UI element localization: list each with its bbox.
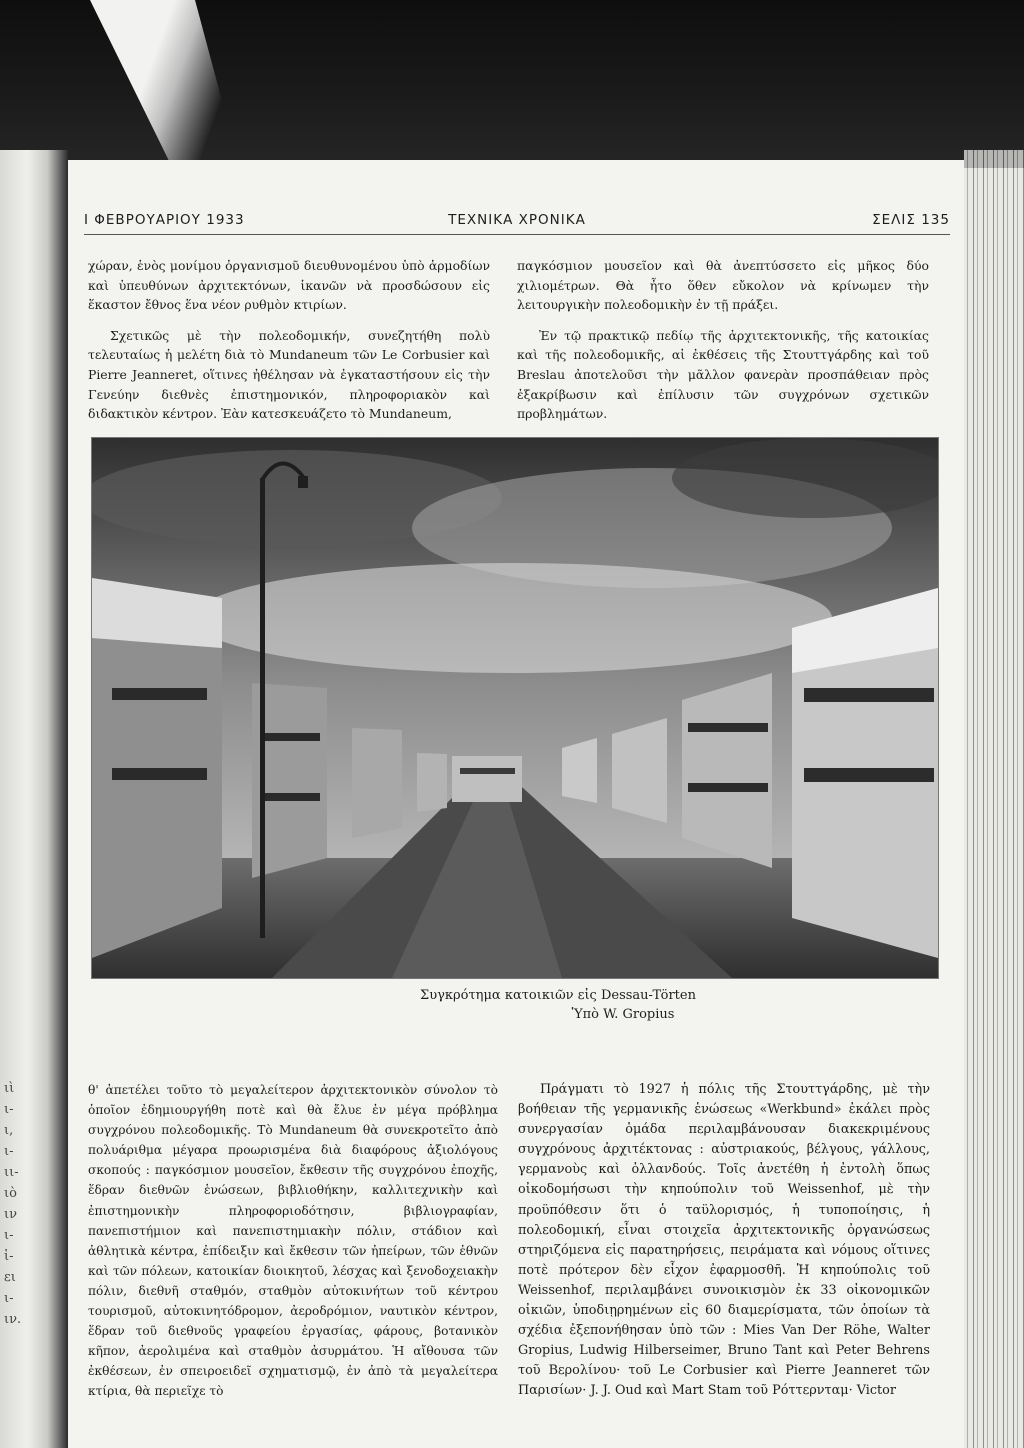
previous-page-margin — [4, 1078, 28, 1330]
scanner-shadow-top — [0, 0, 1024, 168]
bottom-right-column — [518, 1080, 930, 1402]
paragraph: Ἐν τῷ πρακτικῷ πεδίῳ τῆς ἀρχιτεκτονικῆς, τῆς κατοικίας καὶ τῆς πολεοδομικῆς, αἱ ἐκθέσεις τῆς Στουττγάρδης καὶ τοῦ Breslau ἀποτελοῦσι τὴν μᾶλλον φανερὰν προσπάθειαν πρὸς ἐξακρίβωσιν καὶ ἐπίλυσιν τῶν συγχρόνων σχετικῶν προβλημάτων. — [517, 327, 929, 422]
page-number: ΣΕΛΙΣ 135 — [872, 212, 950, 228]
margin-fragment: ι- — [4, 1144, 14, 1159]
margin-fragment: ι- — [4, 1291, 14, 1306]
top-right-column — [517, 256, 929, 424]
margin-fragment: ι- — [4, 1228, 14, 1243]
journal-page — [68, 160, 964, 1448]
margin-fragment: ει — [4, 1270, 16, 1285]
margin-fragment: ι- — [4, 1102, 14, 1117]
dessau-torten-photograph — [92, 438, 938, 978]
caption-title: Συγκρότημα κατοικιῶν εἰς Dessau-Törten — [420, 988, 696, 1003]
issue-date: Ι ΦΕΒΡΟΥΑΡΙΟΥ 1933 — [84, 212, 245, 228]
photo-caption — [248, 986, 868, 1024]
margin-fragment: ιν — [4, 1207, 17, 1222]
margin-fragment: ιν. — [4, 1312, 22, 1327]
top-left-column — [88, 256, 490, 424]
margin-fragment: ι, — [4, 1123, 14, 1138]
running-header — [84, 212, 950, 235]
caption-credit: Ὑπὸ W. Gropius — [571, 1007, 675, 1022]
paragraph: Σχετικῶς μὲ τὴν πολεοδομικήν, συνεζητήθη πολὺ τελευταίως ἡ μελέτη διὰ τὸ Mundaneum τῶν Le Corbusier καὶ Pierre Jeanneret, οἵτινες ἠθέλησαν νὰ ἐγκαταστήσουν εἰς τὴν Γενεύην διεθνὲς ἐπιστημονικόν, πληροφοριακὸν καὶ διδακτικὸν κέντρον. Ἐὰν κατεσκευάζετο τὸ Mundaneum, — [88, 327, 490, 422]
paragraph: χώραν, ἑνὸς μονίμου ὀργανισμοῦ διευθυνομένου ὑπὸ ἁρμοδίων καὶ ὑπευθύνων ἀρχιτεκτόνων, ἱκανῶν νὰ προσδώσουν εἰς ἕκαστον ἔθνος ἕνα νέον ρυθμὸν κτιρίων. — [88, 258, 490, 313]
bottom-left-column — [88, 1080, 498, 1402]
margin-fragment: ἱ- — [4, 1249, 14, 1264]
paragraph: παγκόσμιον μουσεῖον καὶ θὰ ἀνεπτύσσετο εἰς μῆκος δύο χιλιομέτρων. Θὰ ἦτο ὅθεν εὔκολον νὰ κρίνωμεν τὴν λειτουργικὴν πολεοδομικὴν ἐν τῇ πράξει. — [517, 258, 929, 313]
scanner-shadow-right — [964, 150, 1024, 1448]
journal-title: ΤΕΧΝΙΚΑ ΧΡΟΝΙΚΑ — [448, 212, 586, 228]
margin-fragment: ιι- — [4, 1165, 19, 1180]
paragraph: Πράγματι τὸ 1927 ἡ πόλις τῆς Στουττγάρδης, μὲ τὴν βοήθειαν τῆς γερμανικῆς ἑνώσεως «Werkbund» ἐκάλει πρὸς συνεργασίαν ὁμάδα περιλαμβάνουσαν διακεκριμένους συγχρόνους ἀρχιτέκτονας : αὐστριακούς, βέλγους, γάλλους, γερμανοὺς καὶ ὀλλανδούς. Τοῖς ἀνετέθη ἡ ἐντολὴ ὅπως οἰκοδομήσωσι τὴν κηπούπολιν τοῦ Weissenhof, μὲ τὴν προϋπόθεσιν ὅτι ὁ ταϋλορισμός, ἡ τυποποίησις, ἡ πολεοδομική, εἶναι στοιχεῖα ἀρχιτεκτονικῆς ὀργανώσεως στηριζόμενα εἰς παρατηρήσεις, πειράματα καὶ νόμους οἵτινες ποτὲ πρότερον δὲν εἶχον ἐφαρμοσθῆ. Ἡ κηπούπολις τοῦ Weissenhof, περιλαμβάνει συνοικισμὸν ἐκ 33 οἰκονομικῶν οἰκιῶν, ὑποδιῃρημένων εἰς 60 διαμερίσματα, τῶν ὁποίων τὰ σχέδια ἐξεπονήθησαν ὑπὸ τῶν : Mies Van Der Röhe, Walter Gropius, Ludwig Hilberseimer, Bruno Tant καὶ Peter Behrens τοῦ Βερολίνου· τοῦ Le Corbusier καὶ Pierre Jeanneret τῶν Παρισίων· J. J. Oud καὶ Mart Stam τοῦ Ρόττερνταμ· Victor — [518, 1082, 930, 1399]
photo-illustration — [92, 438, 938, 978]
margin-fragment: ιὶ — [4, 1081, 15, 1096]
margin-fragment: ιὸ — [4, 1186, 17, 1201]
paragraph: θ' ἀπετέλει τοῦτο τὸ μεγαλείτερον ἀρχιτεκτονικὸν σύνολον τὸ ὁποῖον ἐδημιουργήθη ποτὲ καὶ θὰ ἔλυε ἐν μέγα πρόβλημα συγχρόνου πολεοδομικῆς. Τὸ Mundaneum θὰ συνεκροτεῖτο ἀπὸ πολυάριθμα μέγαρα προωρισμένα διὰ διαφόρους ἀξιολόγους σκοπούς : παγκόσμιον μουσεῖον, ἔκθεσιν τῆς συγχρόνου ἐποχῆς, ἕδραν διεθνῶν ἑνώσεων, βιβλιοθήκην, καλλιτεχνικὴν καὶ ἐπιστημονικὴν πληροφοριοδότησιν, βιβλιογραφίαν, πανεπιστήμιον καὶ πανεπιστημιακὴν πόλιν, στάδιον καὶ ἀθλητικὰ κέντρα, ἐπίδειξιν καὶ ἔκθεσιν τῶν ἠπείρων, τῶν ἐθνῶν καὶ τῶν πόλεων, κατοικίαν διοικητοῦ, λέσχας καὶ ξενοδοχειακὴν πόλιν, διεθνῆ σταθμόν, σταθμὸν αὐτοκινήτων τοῦ κέντρου τουρισμοῦ, αὐτοκινητόδρομον, ἀεροδρόμιον, ναυτικὸν κέντρον, ἕδραν τοῦ διεθνοῦς γραφείου ἐργασίας, φάρους, βοτανικὸν κῆπον, ἀερολιμένα καὶ σταθμὸν ἀσυρμάτου. Ἡ αἴθουσα τῶν ἐκθέσεων, ἐν σπειροειδεῖ σχηματισμῷ, ἐν ἀπὸ τὰ μεγαλείτερα κτίρια, θὰ περιεῖχε τὸ — [88, 1083, 498, 1399]
